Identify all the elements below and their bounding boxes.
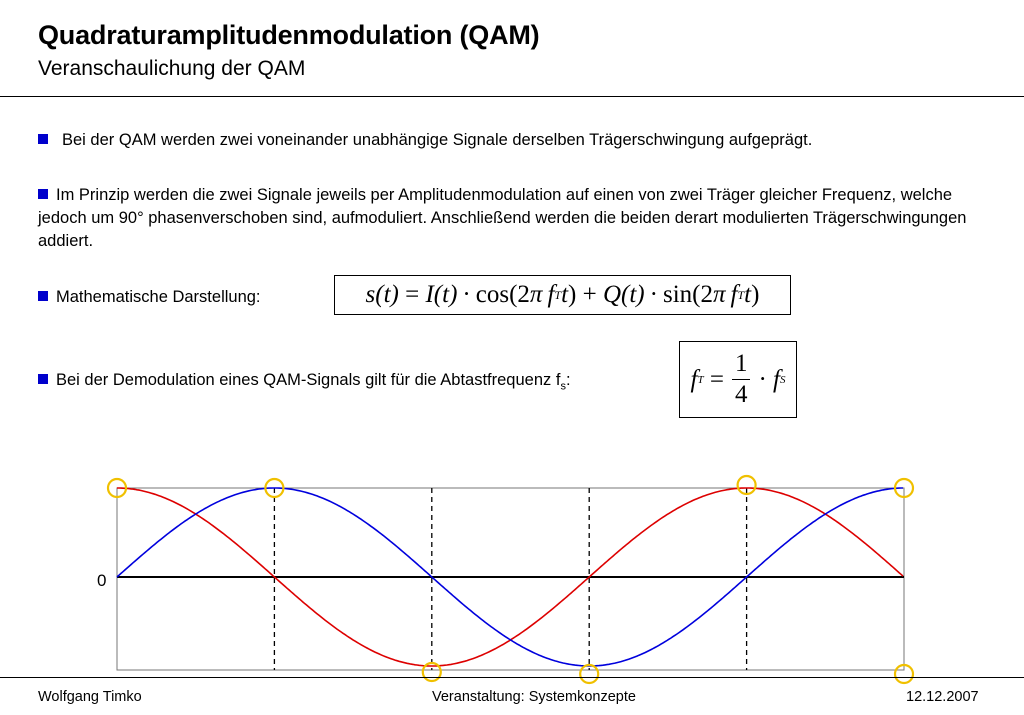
bullet-square-icon	[38, 291, 48, 301]
bullet-item-2	[38, 184, 998, 253]
bullet-subscript: s	[560, 380, 566, 393]
slide-title: Quadraturamplitudenmodulation (QAM)	[38, 20, 540, 50]
footer-date: 12.12.2007	[906, 689, 979, 705]
slide-subtitle: Veranschaulichung der QAM	[38, 57, 306, 80]
bullet-text: Bei der Demodulation eines QAM-Signals gilt für die Abtastfrequenz f	[56, 371, 561, 389]
bullet-text: Bei der QAM werden zwei voneinander unabhängige Signale derselben Trägerschwingung aufgeprägt.	[62, 131, 813, 149]
bullet-item-3	[38, 286, 261, 309]
footer-author: Wolfgang Timko	[38, 689, 142, 705]
bullet-text: Mathematische Darstellung:	[56, 288, 261, 306]
bullet-item-1	[38, 129, 812, 152]
bullet-square-icon	[38, 189, 48, 199]
bullet-square-icon	[38, 134, 48, 144]
qam-formula: s(t) = I(t) · cos(2 π f T t ) + Q(t) · sin(2 π f T t )	[334, 275, 791, 315]
zero-axis-label: 0	[97, 571, 107, 590]
footer-course: Veranstaltung: Systemkonzepte	[432, 689, 636, 705]
bullet-square-icon	[38, 374, 48, 384]
header-divider	[0, 96, 1024, 97]
sample-point-circle	[580, 665, 598, 683]
bullet-text: Im Prinzip werden die zwei Signale jeweils per Amplitudenmodulation auf einen von zwei Träger gleicher Frequenz, welche jedoch um 90° phasenverschoben sind, aufmoduliert. Anschließend werden die beiden derart modulierten Trägerschwingungen addiert.	[38, 186, 967, 250]
sampling-formula: f T = $\frac{1}{4}$ · f S	[679, 341, 797, 418]
qam-waveform-plot	[90, 470, 930, 685]
bullet-item-4	[38, 369, 571, 398]
footer-divider	[0, 677, 1024, 678]
bullet-suffix: :	[565, 371, 571, 389]
plot-frame	[117, 488, 904, 670]
